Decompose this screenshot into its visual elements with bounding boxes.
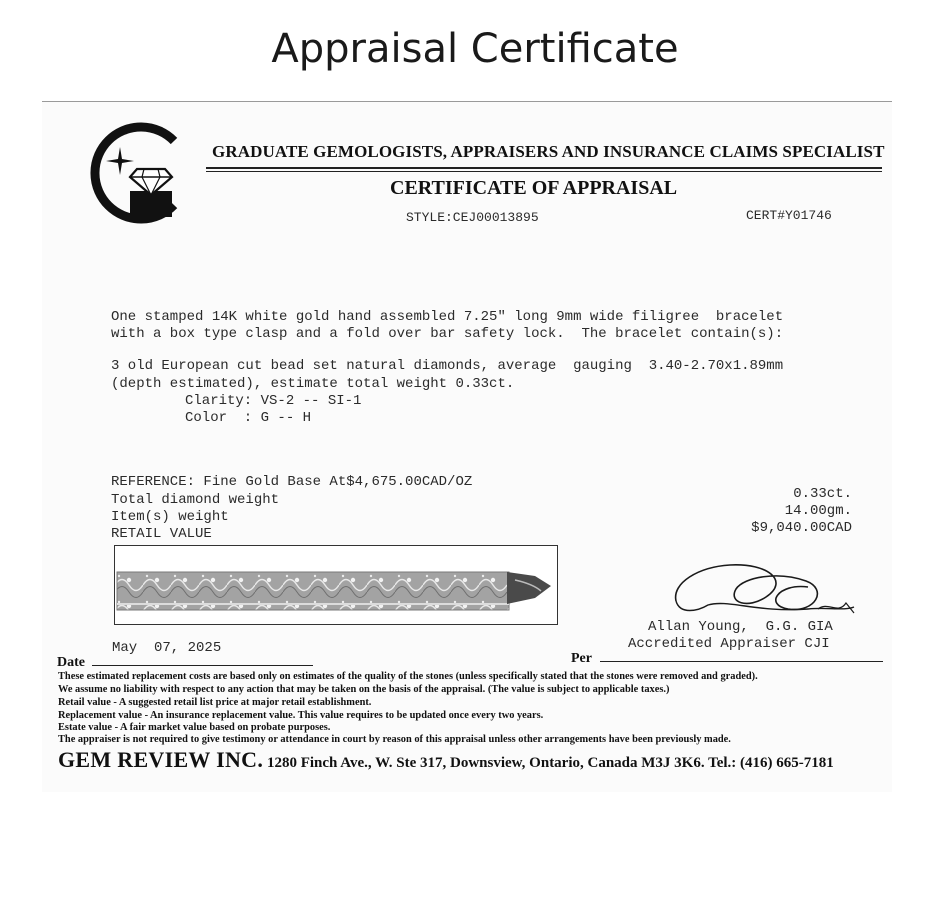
description-line: One stamped 14K white gold hand assembled 7.25" long 9mm wide filigree bracelet <box>111 309 784 325</box>
retail-value-label: RETAIL VALUE <box>111 526 212 542</box>
date-signature-line <box>92 665 313 666</box>
page-title: Appraisal Certificate <box>271 26 679 72</box>
item-weight-value: 14.00gm. <box>784 503 852 519</box>
description-line: with a box type clasp and a fold over bar safety lock. The bracelet contain(s): <box>111 326 784 342</box>
disclaimer-line: Estate value - A fair market value based on probate purposes. <box>58 722 331 733</box>
description-line: (depth estimated), estimate total weight 0.33ct. <box>111 376 515 392</box>
header-rule-thin <box>206 171 882 172</box>
description-line: 3 old European cut bead set natural diamonds, average gauging 3.40-2.70x1.89mm <box>111 358 784 374</box>
disclaimer-line: Retail value - A suggested retail list price at major retail establishment. <box>58 697 372 708</box>
company-footer <box>58 747 834 773</box>
bracelet-photo <box>114 545 558 625</box>
disclaimer-line: These estimated replacement costs are based only on estimates of the quality of the stones (unless specifically stated that the stones were removed and graded). <box>58 671 758 682</box>
item-weight-label: Item(s) weight <box>111 509 229 525</box>
appraisal-date: May 07, 2025 <box>112 640 222 656</box>
retail-value-amount: $9,040.00CAD <box>751 520 852 536</box>
disclaimer-line: Replacement value - An insurance replacement value. This value requires to be updated once every two years. <box>58 710 544 721</box>
clarity-grade: Clarity: VS-2 -- SI-1 <box>185 393 362 409</box>
style-number: STYLE:CEJ00013895 <box>406 210 539 225</box>
certificate-title: CERTIFICATE OF APPRAISAL <box>390 177 678 199</box>
appraiser-name: Allan Young, G.G. GIA <box>648 619 833 635</box>
reference-line: REFERENCE: Fine Gold Base At$4,675.00CAD/OZ <box>111 474 473 490</box>
per-label: Per <box>571 651 592 666</box>
color-grade: Color : G -- H <box>185 410 312 426</box>
bracelet-image <box>115 546 557 624</box>
total-diamond-weight-label: Total diamond weight <box>111 492 280 508</box>
company-address: 1280 Finch Ave., W. Ste 317, Downsview, Ontario, Canada M3J 3K6. Tel.: (416) 665-7181 <box>266 755 834 771</box>
gem-logo-icon <box>82 119 186 225</box>
disclaimer-line: The appraiser is not required to give testimony or attendance in court by reason of this appraisal unless other arrangements have been previously made. <box>58 734 731 745</box>
disclaimer-line: We assume no liability with respect to any action that may be taken on the basis of the appraisal. (The value is subject to applicable taxes.) <box>58 684 670 695</box>
cert-number: CERT#Y01746 <box>746 208 832 223</box>
header-rule <box>206 167 882 169</box>
per-signature-line <box>600 661 883 662</box>
appraiser-title: Accredited Appraiser CJI <box>628 636 830 652</box>
total-diamond-weight-value: 0.33ct. <box>793 486 852 502</box>
company-name: GEM REVIEW INC. <box>58 747 264 772</box>
date-label: Date <box>57 655 85 670</box>
certificate-header-line: GRADUATE GEMOLOGISTS, APPRAISERS AND INSURANCE CLAIMS SPECIALIST <box>212 142 885 161</box>
